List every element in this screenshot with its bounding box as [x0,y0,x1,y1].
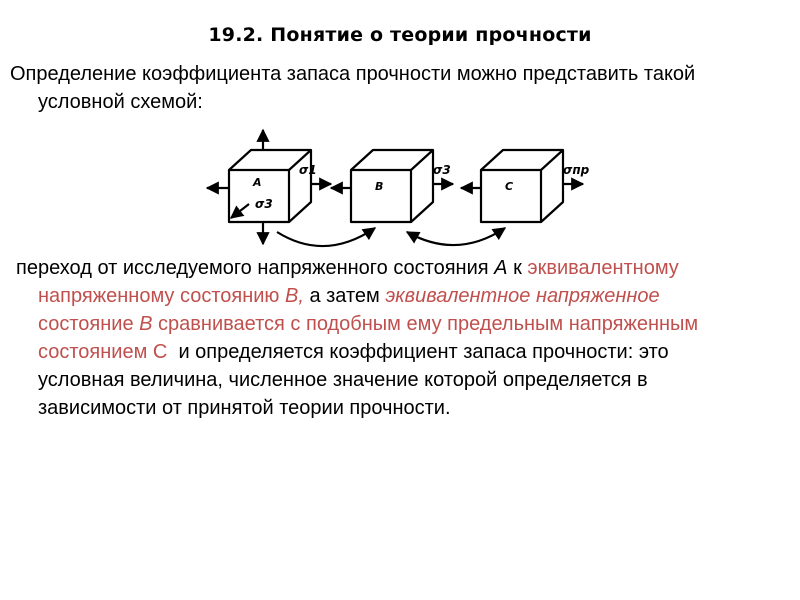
cube-c [481,150,563,222]
sigma3-label-b: σ3 [433,163,451,177]
cube-label-a: A [253,176,262,189]
state-b-ref: В, [284,285,304,307]
sigma3-label-a: σ3 [255,197,273,211]
body-line-4 [10,338,800,366]
cube-label-c: C [505,180,514,193]
stress-state-diagram [195,124,615,259]
text-run: переход от исследуемого напряженного состояния [16,257,495,279]
transition-b-c [407,228,505,245]
text-run: к [507,257,528,279]
slide-title: 19.2. Понятие о теории прочности [208,24,592,46]
cube-b [351,150,433,222]
intro-line-1: Определение коэффициента запаса прочности можно представить такой [10,63,696,85]
body-line-6: зависимости от принятой теории прочности. [38,397,451,419]
state-b-ref: В [139,313,153,335]
intro-paragraph [10,60,790,116]
highlight-text: состояние [38,313,140,335]
highlight-text: сравнивается с подобным ему предельным напряженным [152,313,699,335]
cube-label-b: B [375,180,384,193]
highlight-text: эквивалентному [527,257,679,279]
body-line-2 [10,282,800,310]
body-line-3 [10,310,800,338]
state-a-ref: А [494,257,508,279]
body-line-5: условная величина, численное значение которой определяется в [38,369,648,391]
intro-line-2: условной схемой: [38,91,203,113]
sigma1-label: σ1 [299,163,317,177]
highlight-text: напряженному состоянию [38,285,285,307]
highlight-text: состоянием С [38,341,168,363]
sigma-pr-label: σпр [563,163,590,177]
transition-a-to-b [277,228,375,246]
body-line-1 [10,254,800,282]
text-run: и определяется коэффициент запаса прочности: это [167,341,669,363]
body-paragraph [10,254,800,422]
highlight-text: эквивалентное напряженное [385,285,660,307]
text-run: а затем [303,285,386,307]
